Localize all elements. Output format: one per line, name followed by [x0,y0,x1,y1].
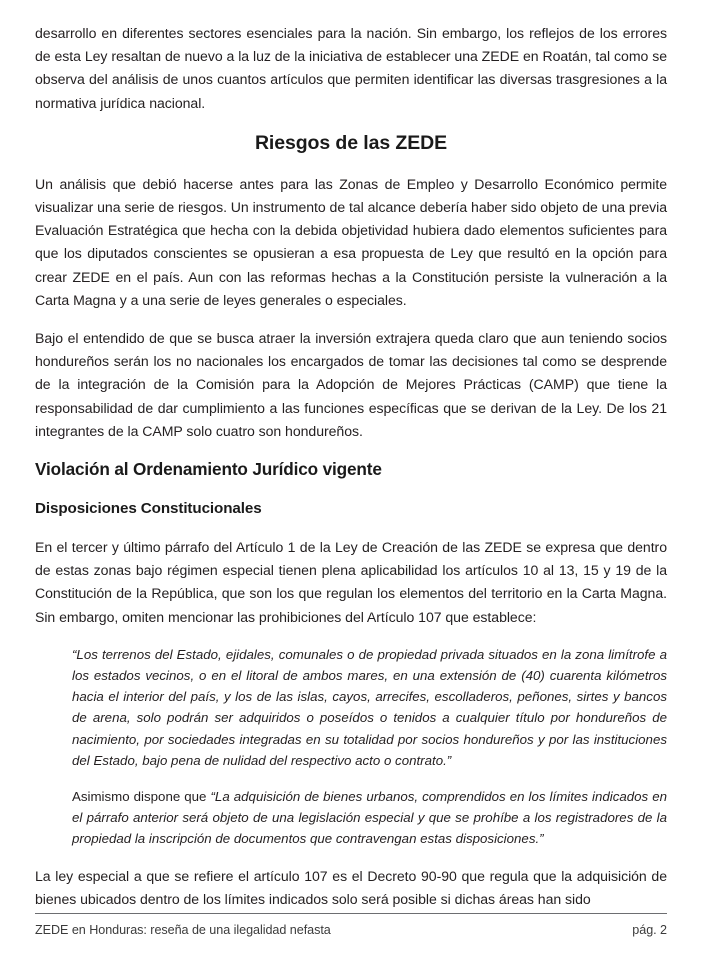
quote-text: “Los terrenos del Estado, ejidales, comunales o de propiedad privada situados en la zona limítrofe a los estados vecinos, o en el litoral de ambos mares, en una extensión de (40) cuarenta kilómetros hacia el interior del país, y los de las islas, cayos, arrecifes, escolladeros, peñones, sirtes y bancos de arena, solo podrán ser adquiridos o poseídos o tenidos a cualquier título por hondureños de nacimiento, por sociedades integradas en su totalidad por socios hondureños y por las instituciones del Estado, bajo pena de nulidad del respectivo acto o contrato.” [72,646,667,768]
paragraph-inversion-extranjera-camp: Bajo el entendido de que se busca atraer la inversión extrajera queda claro que aun teniendo socios hondureños serán los no nacionales los encargados de tomar las decisiones tal como se desprende de la integración de la Comisión para la Adopción de Mejores Prácticas (CAMP) que tiene la responsabilidad de dar cumplimiento a las funciones específicas que se derivan de la Ley. De los 21 integrantes de la CAMP solo cuatro son hondureños. [35,330,667,439]
footer-divider [35,913,667,914]
page-content [35,22,667,926]
paragraph-analisis-riesgos: Un análisis que debió hacerse antes para las Zonas de Empleo y Desarrollo Económico permite visualizar una serie de riesgos. Un instrumento de tal alcance debería haber sido objeto de una previa Evaluación Estratégica que hecha con la debida objetividad hubiera dado elementos suficientes para que los diputados conscientes se opusieran a esa propuesta de Ley que resultó en la opción para crear ZEDE en el país. Aun con las reformas hechas a la Constitución persiste la vulneración a la Carta Magna y a una serie de leyes generales o especiales. [35,175,667,308]
heading-disposiciones-constitucionales: Disposiciones Constitucionales [35,500,262,518]
heading-riesgos-de-las-zede: Riesgos de las ZEDE [254,131,448,154]
quote-adquisicion-bienes-urbanos [35,786,667,850]
page-footer [35,913,667,939]
paragraph-articulo-1-ley-creacion: En el tercer y último párrafo del Artículo 1 de la Ley de Creación de las ZEDE se expresa que dentro de estas zonas bajo régimen especial tienen plena aplicabilidad los artículos 10 al 13, 15 y 19 de la Constitución de la República, que son los que regulan los elementos del territorio en la Carta Magna. Sin embargo, omiten mencionar las prohibiciones del Artículo 107 que establece: [35,539,667,625]
heading-violacion-ordenamiento-juridico: Violación al Ordenamiento Jurídico vigente [35,459,382,480]
footer-page-number: pág. 2 [632,923,667,937]
footer-row [35,921,667,939]
paragraph-intro-continued: desarrollo en diferentes sectores esenciales para la nación. Sin embargo, los reflejos de los errores de esta Ley resaltan de nuevo a la luz de la iniciativa de establecer una ZEDE en Roatán, tal como se observa del análisis de unos cuantos artículos que permiten identificar las diversas trasgresiones a la normativa jurídica nacional. [35,25,667,111]
quote-text: “La adquisición de bienes urbanos, comprendidos en los límites indicados en el párrafo anterior será objeto de una legislación especial y que se prohíbe a los registradores de la propiedad la inscripción de documentos que contravengan estas disposiciones.” [72,789,668,847]
quote-lead-in: Asimismo dispone que [72,789,211,805]
paragraph-decreto-90-90: La ley especial a que se refiere el artículo 107 es el Decreto 90-90 que regula que la adquisición de bienes ubicados dentro de los límites indicados solo será posible si dichas áreas han sido [35,867,667,907]
quote-articulo-107-terrenos [35,644,667,771]
footer-document-title: ZEDE en Honduras: reseña de una ilegalidad nefasta [35,923,331,937]
